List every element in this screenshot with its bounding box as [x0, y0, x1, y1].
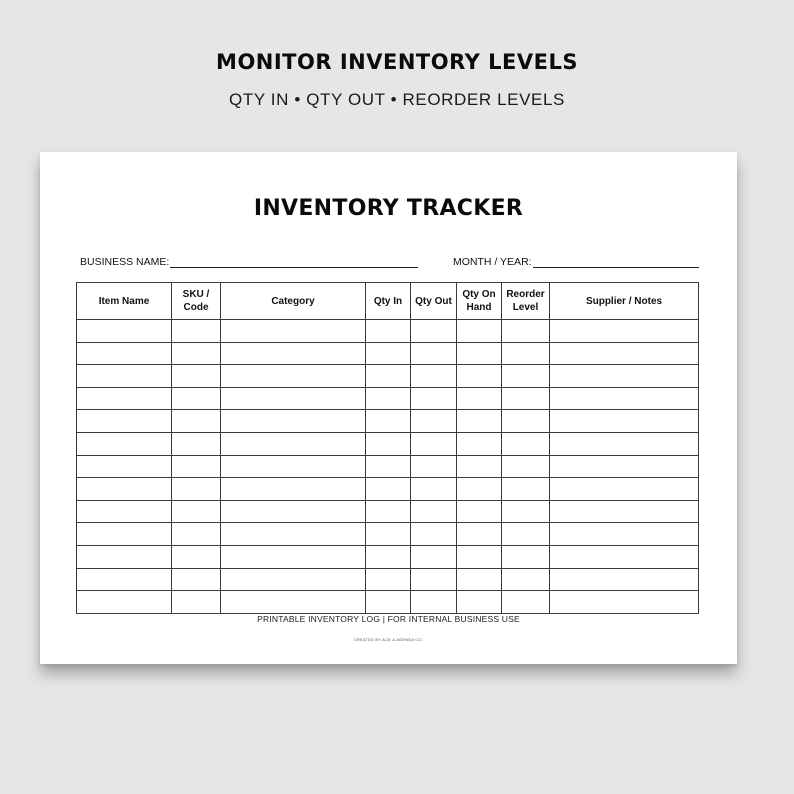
table-cell[interactable]: [366, 365, 411, 388]
table-cell[interactable]: [221, 523, 366, 546]
table-cell[interactable]: [366, 545, 411, 568]
table-cell[interactable]: [172, 591, 221, 614]
col-header-supplier-notes: Supplier / Notes: [550, 283, 699, 320]
inventory-table: [76, 282, 699, 614]
table-cell[interactable]: [550, 523, 699, 546]
table-cell[interactable]: [411, 387, 457, 410]
sheet-footer: PRINTABLE INVENTORY LOG | FOR INTERNAL BUSINESS USE: [257, 614, 520, 624]
table-cell[interactable]: [502, 478, 550, 501]
table-cell[interactable]: [457, 568, 502, 591]
table-cell[interactable]: [411, 365, 457, 388]
table-row: [77, 523, 699, 546]
table-cell[interactable]: [411, 545, 457, 568]
table-row: [77, 500, 699, 523]
table-cell[interactable]: [502, 455, 550, 478]
table-cell[interactable]: [77, 568, 172, 591]
table-cell[interactable]: [411, 500, 457, 523]
table-cell[interactable]: [411, 320, 457, 343]
col-header-item-name: Item Name: [77, 283, 172, 320]
month-year-field: [453, 255, 699, 268]
table-cell[interactable]: [172, 545, 221, 568]
table-cell[interactable]: [366, 410, 411, 433]
table-cell[interactable]: [172, 523, 221, 546]
table-cell[interactable]: [550, 591, 699, 614]
table-cell[interactable]: [502, 320, 550, 343]
table-header-row: [77, 283, 699, 320]
col-header-qty-out: Qty Out: [411, 283, 457, 320]
table-cell[interactable]: [172, 387, 221, 410]
table-cell[interactable]: [457, 320, 502, 343]
table-row: [77, 591, 699, 614]
col-header-qty-in: Qty In: [366, 283, 411, 320]
table-cell[interactable]: [77, 432, 172, 455]
table-cell[interactable]: [77, 365, 172, 388]
col-header-qty-on-hand: Qty On Hand: [457, 283, 502, 320]
table-cell[interactable]: [550, 432, 699, 455]
table-cell[interactable]: [411, 478, 457, 501]
table-cell[interactable]: [172, 455, 221, 478]
table-cell[interactable]: [221, 365, 366, 388]
table-cell[interactable]: [502, 387, 550, 410]
table-cell[interactable]: [457, 432, 502, 455]
table-cell[interactable]: [366, 342, 411, 365]
table-cell[interactable]: [221, 568, 366, 591]
table-cell[interactable]: [172, 478, 221, 501]
inventory-sheet: [40, 152, 737, 664]
table-cell[interactable]: [77, 478, 172, 501]
table-cell[interactable]: [550, 365, 699, 388]
table-cell[interactable]: [221, 342, 366, 365]
table-cell[interactable]: [457, 591, 502, 614]
table-row: [77, 387, 699, 410]
table-row: [77, 455, 699, 478]
business-name-line: [170, 255, 418, 268]
business-name-label: BUSINESS NAME:: [80, 256, 170, 268]
table-cell[interactable]: [366, 568, 411, 591]
table-row: [77, 568, 699, 591]
table-cell[interactable]: [502, 568, 550, 591]
table-cell[interactable]: [411, 591, 457, 614]
table-cell[interactable]: [77, 545, 172, 568]
table-cell[interactable]: [550, 387, 699, 410]
table-cell[interactable]: [221, 545, 366, 568]
col-header-sku-code: SKU / Code: [172, 283, 221, 320]
table-cell[interactable]: [366, 478, 411, 501]
table-cell[interactable]: [457, 545, 502, 568]
table-cell[interactable]: [77, 591, 172, 614]
table-cell[interactable]: [411, 568, 457, 591]
table-cell[interactable]: [411, 523, 457, 546]
headline: MONITOR INVENTORY LEVELS: [216, 50, 578, 74]
table-cell[interactable]: [366, 455, 411, 478]
table-cell[interactable]: [172, 365, 221, 388]
table-cell[interactable]: [550, 320, 699, 343]
table-cell[interactable]: [411, 342, 457, 365]
table-cell[interactable]: [77, 342, 172, 365]
table-cell[interactable]: [77, 500, 172, 523]
table-cell[interactable]: [457, 410, 502, 433]
table-cell[interactable]: [77, 523, 172, 546]
table-body: [77, 320, 699, 614]
table-cell[interactable]: [221, 591, 366, 614]
table-row: [77, 432, 699, 455]
table-cell[interactable]: [550, 545, 699, 568]
table-cell[interactable]: [457, 500, 502, 523]
table-cell[interactable]: [502, 591, 550, 614]
col-header-category: Category: [221, 283, 366, 320]
table-row: [77, 545, 699, 568]
table-cell[interactable]: [457, 455, 502, 478]
table-cell[interactable]: [550, 410, 699, 433]
table-cell[interactable]: [502, 545, 550, 568]
table-cell[interactable]: [221, 320, 366, 343]
table-cell[interactable]: [550, 478, 699, 501]
table-cell[interactable]: [550, 455, 699, 478]
table-cell[interactable]: [366, 591, 411, 614]
subheadline: QTY IN • QTY OUT • REORDER LEVELS: [229, 90, 565, 109]
col-header-reorder-level: Reorder Level: [502, 283, 550, 320]
table-cell[interactable]: [77, 410, 172, 433]
table-cell[interactable]: [502, 500, 550, 523]
table-row: [77, 365, 699, 388]
table-cell[interactable]: [366, 500, 411, 523]
table-cell[interactable]: [411, 455, 457, 478]
table-cell[interactable]: [221, 387, 366, 410]
business-name-field: [80, 255, 418, 268]
table-cell[interactable]: [502, 342, 550, 365]
table-row: [77, 342, 699, 365]
table-cell[interactable]: [366, 432, 411, 455]
table-cell[interactable]: [172, 568, 221, 591]
sheet-credit: CREATED BY ACE & AGENDA CO.: [353, 637, 424, 642]
table-cell[interactable]: [77, 320, 172, 343]
table-cell[interactable]: [221, 410, 366, 433]
table-row: [77, 478, 699, 501]
table-cell[interactable]: [457, 478, 502, 501]
sheet-title: INVENTORY TRACKER: [253, 196, 524, 221]
table-cell[interactable]: [77, 387, 172, 410]
table-row: [77, 320, 699, 343]
table-cell[interactable]: [172, 432, 221, 455]
table-row: [77, 410, 699, 433]
table-cell[interactable]: [457, 342, 502, 365]
table-cell[interactable]: [221, 432, 366, 455]
table-cell[interactable]: [457, 387, 502, 410]
table-cell[interactable]: [366, 523, 411, 546]
table-cell[interactable]: [411, 410, 457, 433]
table-cell[interactable]: [502, 523, 550, 546]
table-cell[interactable]: [550, 342, 699, 365]
table-cell[interactable]: [221, 455, 366, 478]
table-cell[interactable]: [77, 455, 172, 478]
table-cell[interactable]: [457, 523, 502, 546]
table-cell[interactable]: [366, 387, 411, 410]
table-cell[interactable]: [550, 568, 699, 591]
table-cell[interactable]: [411, 432, 457, 455]
month-year-label: MONTH / YEAR:: [453, 256, 532, 268]
table-cell[interactable]: [221, 500, 366, 523]
month-year-line: [533, 255, 699, 268]
table-cell[interactable]: [172, 320, 221, 343]
table-cell[interactable]: [457, 365, 502, 388]
table-cell[interactable]: [172, 342, 221, 365]
table-cell[interactable]: [221, 478, 366, 501]
table-cell[interactable]: [502, 432, 550, 455]
table-cell[interactable]: [502, 365, 550, 388]
table-cell[interactable]: [172, 410, 221, 433]
table-cell[interactable]: [366, 320, 411, 343]
table-cell[interactable]: [550, 500, 699, 523]
table-cell[interactable]: [172, 500, 221, 523]
table-cell[interactable]: [502, 410, 550, 433]
